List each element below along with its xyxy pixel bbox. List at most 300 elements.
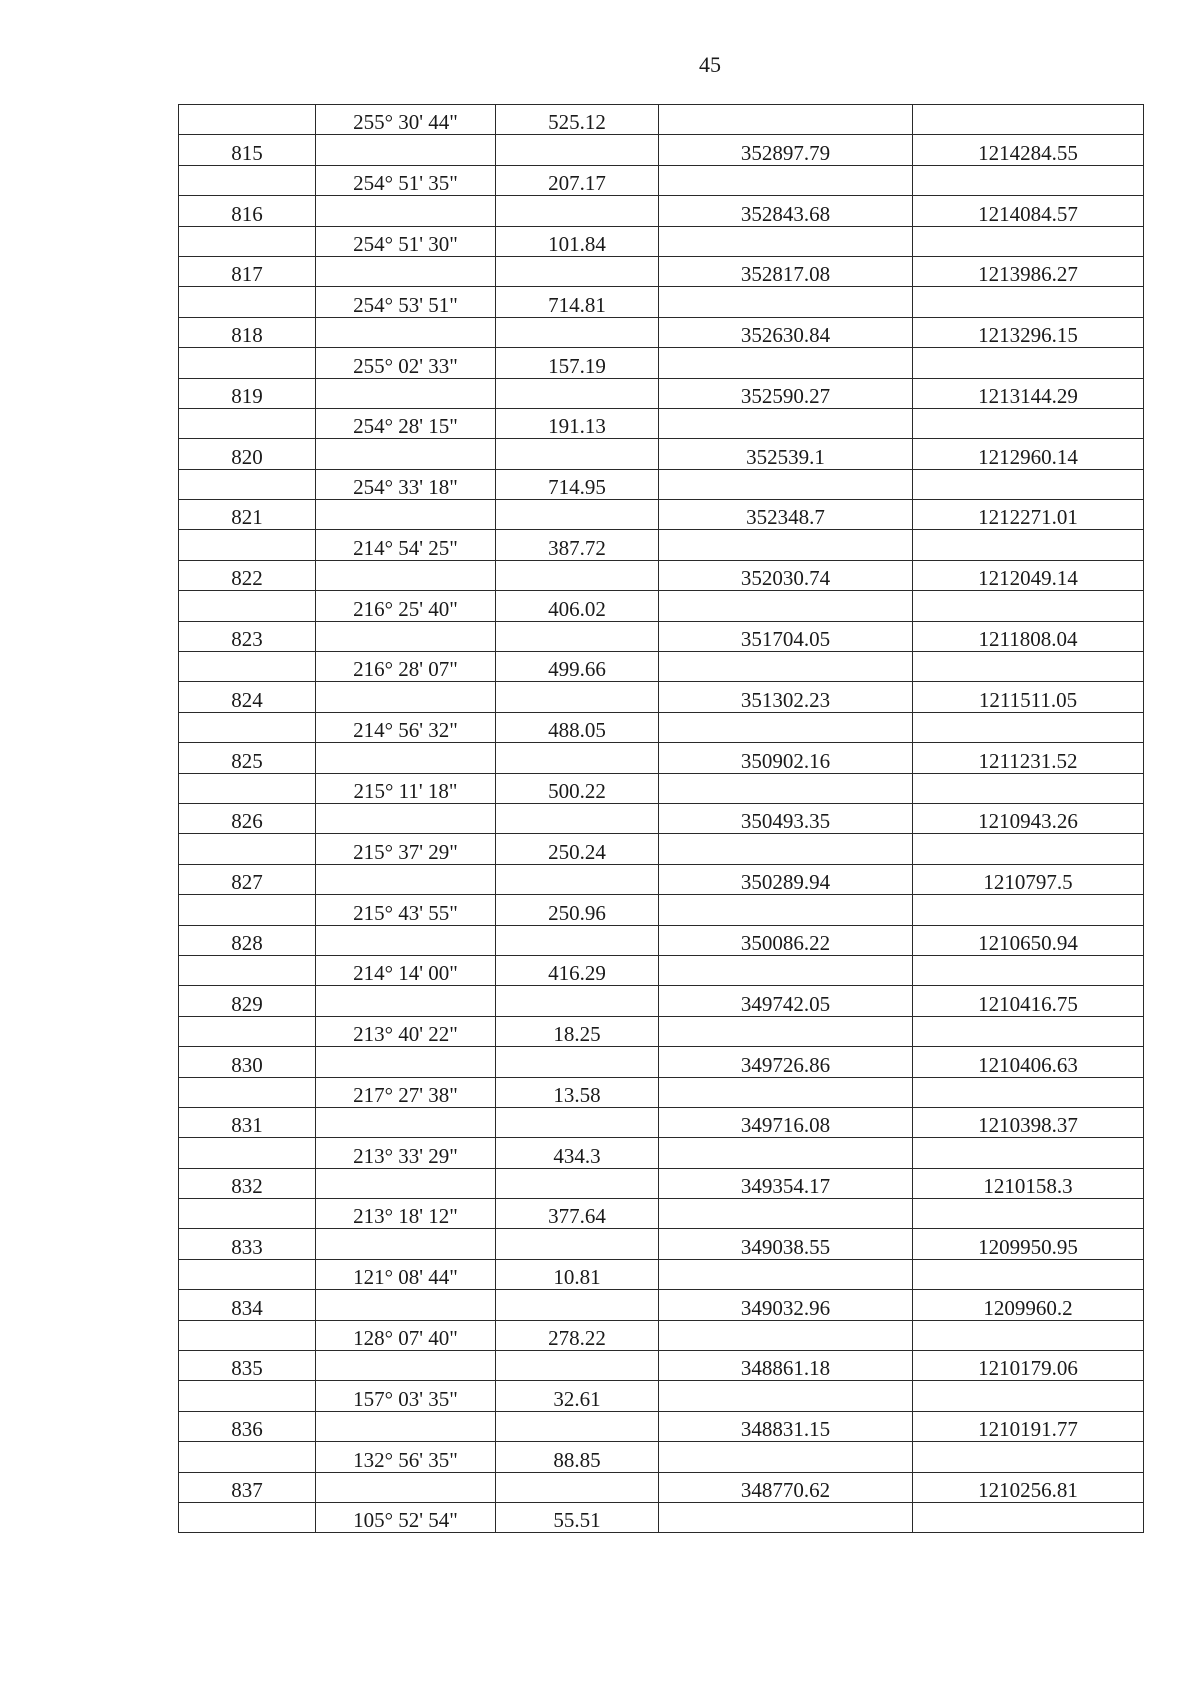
distance-cell-text: 377.64	[548, 1204, 606, 1229]
easting-cell-text: 1211231.52	[978, 748, 1078, 773]
northing-cell	[659, 1168, 913, 1198]
station-cell-empty	[179, 712, 316, 742]
bearing-cell-text: 132° 56' 35"	[353, 1447, 458, 1472]
bearing-cell	[316, 348, 496, 378]
station-cell-empty	[179, 1077, 316, 1107]
distance-cell	[496, 408, 659, 438]
bearing-cell-text: 215° 37' 29"	[353, 839, 458, 864]
station-cell	[179, 682, 316, 712]
table-row-station	[179, 560, 1144, 590]
bearing-cell-text: 216° 28' 07"	[353, 657, 458, 682]
bearing-cell	[316, 1259, 496, 1289]
distance-cell-empty	[496, 378, 659, 408]
easting-cell-text: 1213986.27	[978, 262, 1078, 287]
table-row-leg	[179, 1138, 1144, 1168]
distance-cell-empty	[496, 500, 659, 530]
northing-cell-empty	[659, 955, 913, 985]
easting-cell-empty	[913, 348, 1144, 378]
easting-cell	[913, 1290, 1144, 1320]
bearing-cell	[316, 1442, 496, 1472]
easting-cell-empty	[913, 834, 1144, 864]
easting-cell	[913, 682, 1144, 712]
bearing-cell	[316, 530, 496, 560]
northing-cell-empty	[659, 530, 913, 560]
station-cell-empty	[179, 348, 316, 378]
station-cell-empty	[179, 469, 316, 499]
bearing-cell-empty	[316, 743, 496, 773]
station-cell	[179, 1168, 316, 1198]
easting-cell	[913, 1107, 1144, 1137]
station-cell-text: 815	[231, 140, 263, 165]
easting-cell-empty	[913, 105, 1144, 135]
table-row-station	[179, 317, 1144, 347]
table-row-station	[179, 1472, 1144, 1502]
northing-cell-text: 349726.86	[740, 1052, 831, 1077]
northing-cell-text: 352843.68	[740, 201, 831, 226]
table-row-leg	[179, 834, 1144, 864]
bearing-cell-text: 254° 28' 15"	[353, 414, 458, 439]
station-cell-text: 824	[231, 687, 263, 712]
distance-cell	[496, 591, 659, 621]
bearing-cell-text: 157° 03' 35"	[353, 1386, 458, 1411]
distance-cell-empty	[496, 256, 659, 286]
northing-cell-empty	[659, 773, 913, 803]
station-cell-text: 820	[231, 444, 263, 469]
distance-cell-empty	[496, 925, 659, 955]
table-row-leg	[179, 1077, 1144, 1107]
station-cell	[179, 439, 316, 469]
bearing-cell-empty	[316, 317, 496, 347]
bearing-cell	[316, 1502, 496, 1532]
station-cell-text: 831	[231, 1113, 263, 1138]
distance-cell-text: 191.13	[548, 414, 606, 439]
bearing-cell	[316, 1199, 496, 1229]
station-cell-empty	[179, 591, 316, 621]
northing-cell-empty	[659, 1138, 913, 1168]
table-row-station	[179, 743, 1144, 773]
table-row-leg	[179, 591, 1144, 621]
easting-cell-text: 1210398.37	[978, 1113, 1078, 1138]
distance-cell-text: 714.81	[548, 292, 606, 317]
easting-cell-empty	[913, 955, 1144, 985]
easting-cell	[913, 864, 1144, 894]
northing-cell-text: 348770.62	[740, 1477, 831, 1502]
station-cell-text: 836	[231, 1417, 263, 1442]
bearing-cell-text: 213° 33' 29"	[353, 1143, 458, 1168]
table-row-station	[179, 1168, 1144, 1198]
easting-cell	[913, 803, 1144, 833]
easting-cell-empty	[913, 1077, 1144, 1107]
station-cell-text: 829	[231, 991, 263, 1016]
table-row-station	[179, 1107, 1144, 1137]
distance-cell	[496, 1442, 659, 1472]
easting-cell-text: 1209950.95	[978, 1234, 1078, 1259]
station-cell	[179, 500, 316, 530]
distance-cell-empty	[496, 743, 659, 773]
northing-cell-text: 349032.96	[740, 1295, 831, 1320]
easting-cell	[913, 1229, 1144, 1259]
distance-cell-empty	[496, 864, 659, 894]
bearing-cell-empty	[316, 500, 496, 530]
bearing-cell-text: 215° 11' 18"	[353, 778, 458, 803]
easting-cell-empty	[913, 408, 1144, 438]
table-row-station	[179, 864, 1144, 894]
northing-cell-text: 349716.08	[740, 1113, 831, 1138]
distance-cell-text: 250.24	[548, 839, 606, 864]
station-cell-empty	[179, 165, 316, 195]
distance-cell-text: 525.12	[548, 110, 606, 135]
bearing-cell-empty	[316, 1411, 496, 1441]
northing-cell-text: 351704.05	[740, 627, 831, 652]
bearing-cell	[316, 834, 496, 864]
station-cell-text: 822	[231, 566, 263, 591]
bearing-cell-empty	[316, 1229, 496, 1259]
easting-cell	[913, 986, 1144, 1016]
table-row-leg	[179, 408, 1144, 438]
distance-cell-text: 101.84	[548, 231, 606, 256]
table-row-leg	[179, 1199, 1144, 1229]
northing-cell-text: 348831.15	[740, 1417, 831, 1442]
station-cell-text: 818	[231, 323, 263, 348]
table-row-station	[179, 682, 1144, 712]
bearing-cell	[316, 712, 496, 742]
table-row-station	[179, 1290, 1144, 1320]
easting-cell-text: 1212960.14	[978, 444, 1078, 469]
distance-cell-empty	[496, 560, 659, 590]
northing-cell-empty	[659, 1077, 913, 1107]
distance-cell-empty	[496, 1472, 659, 1502]
station-cell-text: 817	[231, 262, 263, 287]
easting-cell-empty	[913, 712, 1144, 742]
northing-cell	[659, 1290, 913, 1320]
easting-cell-empty	[913, 1320, 1144, 1350]
station-cell-empty	[179, 895, 316, 925]
easting-cell-text: 1213296.15	[978, 323, 1078, 348]
distance-cell-empty	[496, 317, 659, 347]
station-cell	[179, 196, 316, 226]
easting-cell-empty	[913, 1138, 1144, 1168]
bearing-cell-text: 216° 25' 40"	[353, 596, 458, 621]
station-cell-text: 823	[231, 627, 263, 652]
northing-cell-empty	[659, 1016, 913, 1046]
northing-cell-text: 348861.18	[740, 1356, 831, 1381]
bearing-cell	[316, 105, 496, 135]
northing-cell-empty	[659, 895, 913, 925]
station-cell-empty	[179, 105, 316, 135]
station-cell-empty	[179, 226, 316, 256]
bearing-cell-empty	[316, 803, 496, 833]
easting-cell	[913, 317, 1144, 347]
distance-cell	[496, 469, 659, 499]
distance-cell	[496, 1259, 659, 1289]
table-row-leg	[179, 226, 1144, 256]
easting-cell-empty	[913, 469, 1144, 499]
bearing-cell-empty	[316, 1472, 496, 1502]
bearing-cell	[316, 1138, 496, 1168]
table-row-leg	[179, 287, 1144, 317]
bearing-cell-text: 214° 14' 00"	[353, 961, 458, 986]
easting-cell	[913, 1047, 1144, 1077]
station-cell-text: 835	[231, 1356, 263, 1381]
station-cell-empty	[179, 652, 316, 682]
northing-cell-empty	[659, 226, 913, 256]
distance-cell-text: 157.19	[548, 353, 606, 378]
easting-cell-text: 1210158.3	[983, 1174, 1073, 1199]
easting-cell	[913, 1411, 1144, 1441]
table-row-station	[179, 135, 1144, 165]
station-cell-empty	[179, 1442, 316, 1472]
station-cell-text: 819	[231, 383, 263, 408]
easting-cell	[913, 196, 1144, 226]
northing-cell-empty	[659, 652, 913, 682]
northing-cell	[659, 500, 913, 530]
distance-cell-text: 250.96	[548, 900, 606, 925]
northing-cell	[659, 1472, 913, 1502]
distance-cell-empty	[496, 439, 659, 469]
table-row-station	[179, 500, 1144, 530]
distance-cell-empty	[496, 1351, 659, 1381]
distance-cell-text: 406.02	[548, 596, 606, 621]
station-cell-empty	[179, 530, 316, 560]
distance-cell	[496, 1077, 659, 1107]
distance-cell	[496, 1199, 659, 1229]
distance-cell-empty	[496, 1047, 659, 1077]
distance-cell-text: 387.72	[548, 535, 606, 560]
distance-cell	[496, 530, 659, 560]
station-cell-text: 828	[231, 930, 263, 955]
distance-cell-empty	[496, 986, 659, 1016]
bearing-cell-empty	[316, 1107, 496, 1137]
easting-cell-text: 1212049.14	[978, 566, 1078, 591]
northing-cell-empty	[659, 1320, 913, 1350]
easting-cell-text: 1213144.29	[978, 383, 1078, 408]
easting-cell-text: 1210416.75	[978, 991, 1078, 1016]
distance-cell-text: 32.61	[553, 1386, 601, 1411]
northing-cell-text: 352590.27	[740, 383, 831, 408]
easting-cell	[913, 378, 1144, 408]
table-row-leg	[179, 652, 1144, 682]
northing-cell	[659, 682, 913, 712]
station-cell-text: 827	[231, 870, 263, 895]
table-row-leg	[179, 1381, 1144, 1411]
northing-cell	[659, 1411, 913, 1441]
distance-cell	[496, 834, 659, 864]
station-cell-empty	[179, 955, 316, 985]
station-cell-text: 825	[231, 748, 263, 773]
bearing-cell-empty	[316, 621, 496, 651]
easting-cell-empty	[913, 591, 1144, 621]
easting-cell-empty	[913, 1259, 1144, 1289]
distance-cell-text: 278.22	[548, 1326, 606, 1351]
northing-cell-text: 349038.55	[740, 1234, 831, 1259]
easting-cell-text: 1212271.01	[978, 505, 1078, 530]
station-cell-empty	[179, 773, 316, 803]
distance-cell-empty	[496, 1229, 659, 1259]
distance-cell	[496, 105, 659, 135]
bearing-cell	[316, 287, 496, 317]
easting-cell	[913, 439, 1144, 469]
station-cell-empty	[179, 1199, 316, 1229]
station-cell	[179, 986, 316, 1016]
northing-cell-text: 350902.16	[740, 748, 831, 773]
distance-cell-text: 13.58	[553, 1082, 601, 1107]
table-row-leg	[179, 1016, 1144, 1046]
easting-cell-empty	[913, 1502, 1144, 1532]
bearing-cell-text: 217° 27' 38"	[353, 1082, 458, 1107]
bearing-cell	[316, 773, 496, 803]
distance-cell	[496, 955, 659, 985]
distance-cell-text: 207.17	[548, 171, 606, 196]
distance-cell-empty	[496, 803, 659, 833]
northing-cell	[659, 256, 913, 286]
easting-cell-text: 1210943.26	[978, 809, 1078, 834]
traverse-table-body	[179, 105, 1144, 1533]
station-cell	[179, 925, 316, 955]
distance-cell-text: 88.85	[553, 1447, 601, 1472]
northing-cell-empty	[659, 165, 913, 195]
northing-cell	[659, 621, 913, 651]
bearing-cell	[316, 165, 496, 195]
station-cell	[179, 1472, 316, 1502]
northing-cell-text: 352348.7	[746, 505, 825, 530]
northing-cell	[659, 439, 913, 469]
station-cell-text: 832	[231, 1174, 263, 1199]
easting-cell-empty	[913, 165, 1144, 195]
station-cell-empty	[179, 1502, 316, 1532]
bearing-cell-text: 214° 56' 32"	[353, 718, 458, 743]
northing-cell-empty	[659, 1381, 913, 1411]
table-row-station	[179, 803, 1144, 833]
distance-cell-text: 55.51	[553, 1508, 601, 1533]
northing-cell-text: 352897.79	[740, 140, 831, 165]
northing-cell-empty	[659, 105, 913, 135]
bearing-cell-text: 254° 51' 30"	[353, 231, 458, 256]
distance-cell-empty	[496, 135, 659, 165]
bearing-cell-text: 213° 40' 22"	[353, 1022, 458, 1047]
northing-cell-empty	[659, 287, 913, 317]
easting-cell-text: 1210256.81	[978, 1477, 1078, 1502]
northing-cell-text: 351302.23	[740, 687, 831, 712]
northing-cell-empty	[659, 348, 913, 378]
station-cell	[179, 621, 316, 651]
northing-cell-empty	[659, 1442, 913, 1472]
distance-cell-text: 500.22	[548, 778, 606, 803]
easting-cell-empty	[913, 652, 1144, 682]
northing-cell-text: 349354.17	[740, 1174, 831, 1199]
easting-cell-text: 1210650.94	[978, 930, 1078, 955]
bearing-cell-text: 128° 07' 40"	[353, 1326, 458, 1351]
distance-cell-empty	[496, 621, 659, 651]
station-cell-text: 816	[231, 201, 263, 226]
bearing-cell	[316, 469, 496, 499]
easting-cell-empty	[913, 1016, 1144, 1046]
station-cell-text: 826	[231, 809, 263, 834]
distance-cell-text: 499.66	[548, 657, 606, 682]
northing-cell-empty	[659, 834, 913, 864]
bearing-cell-empty	[316, 439, 496, 469]
easting-cell-text: 1210179.06	[978, 1356, 1078, 1381]
table-row-leg	[179, 469, 1144, 499]
bearing-cell-empty	[316, 560, 496, 590]
northing-cell-text: 350289.94	[740, 870, 831, 895]
northing-cell	[659, 1351, 913, 1381]
easting-cell-text: 1214084.57	[978, 201, 1078, 226]
easting-cell-empty	[913, 895, 1144, 925]
northing-cell	[659, 803, 913, 833]
table-row-leg	[179, 1259, 1144, 1289]
table-row-leg	[179, 530, 1144, 560]
bearing-cell-text: 254° 33' 18"	[353, 475, 458, 500]
northing-cell	[659, 135, 913, 165]
bearing-cell-empty	[316, 864, 496, 894]
easting-cell	[913, 925, 1144, 955]
easting-cell	[913, 560, 1144, 590]
station-cell	[179, 743, 316, 773]
bearing-cell-empty	[316, 1047, 496, 1077]
easting-cell-empty	[913, 287, 1144, 317]
bearing-cell-empty	[316, 135, 496, 165]
bearing-cell-empty	[316, 682, 496, 712]
bearing-cell-text: 105° 52' 54"	[353, 1508, 458, 1533]
easting-cell	[913, 500, 1144, 530]
table-row-station	[179, 1411, 1144, 1441]
station-cell-text: 834	[231, 1295, 263, 1320]
easting-cell-text: 1210406.63	[978, 1052, 1078, 1077]
easting-cell	[913, 1168, 1144, 1198]
station-cell-text: 833	[231, 1234, 263, 1259]
distance-cell	[496, 348, 659, 378]
bearing-cell-empty	[316, 256, 496, 286]
northing-cell-empty	[659, 1259, 913, 1289]
bearing-cell-text: 213° 18' 12"	[353, 1204, 458, 1229]
northing-cell-empty	[659, 408, 913, 438]
table-row-leg	[179, 1502, 1144, 1532]
station-cell-empty	[179, 1381, 316, 1411]
easting-cell-text: 1209960.2	[983, 1295, 1073, 1320]
northing-cell-empty	[659, 1502, 913, 1532]
northing-cell-empty	[659, 1199, 913, 1229]
bearing-cell	[316, 408, 496, 438]
station-cell-empty	[179, 834, 316, 864]
northing-cell	[659, 986, 913, 1016]
station-cell	[179, 256, 316, 286]
table-row-station	[179, 378, 1144, 408]
table-row-station	[179, 621, 1144, 651]
table-row-leg	[179, 165, 1144, 195]
distance-cell	[496, 712, 659, 742]
northing-cell-text: 350086.22	[740, 930, 831, 955]
station-cell-empty	[179, 1320, 316, 1350]
traverse-table	[178, 104, 1144, 1533]
easting-cell	[913, 256, 1144, 286]
easting-cell	[913, 743, 1144, 773]
distance-cell	[496, 1138, 659, 1168]
bearing-cell-empty	[316, 925, 496, 955]
northing-cell-text: 350493.35	[740, 809, 831, 834]
bearing-cell	[316, 955, 496, 985]
bearing-cell-empty	[316, 1290, 496, 1320]
northing-cell-empty	[659, 469, 913, 499]
distance-cell-empty	[496, 1290, 659, 1320]
distance-cell	[496, 1502, 659, 1532]
northing-cell-empty	[659, 712, 913, 742]
table-row-station	[179, 256, 1144, 286]
station-cell-empty	[179, 287, 316, 317]
station-cell	[179, 317, 316, 347]
distance-cell-text: 714.95	[548, 475, 606, 500]
station-cell-text: 821	[231, 505, 263, 530]
northing-cell-text: 349742.05	[740, 991, 831, 1016]
